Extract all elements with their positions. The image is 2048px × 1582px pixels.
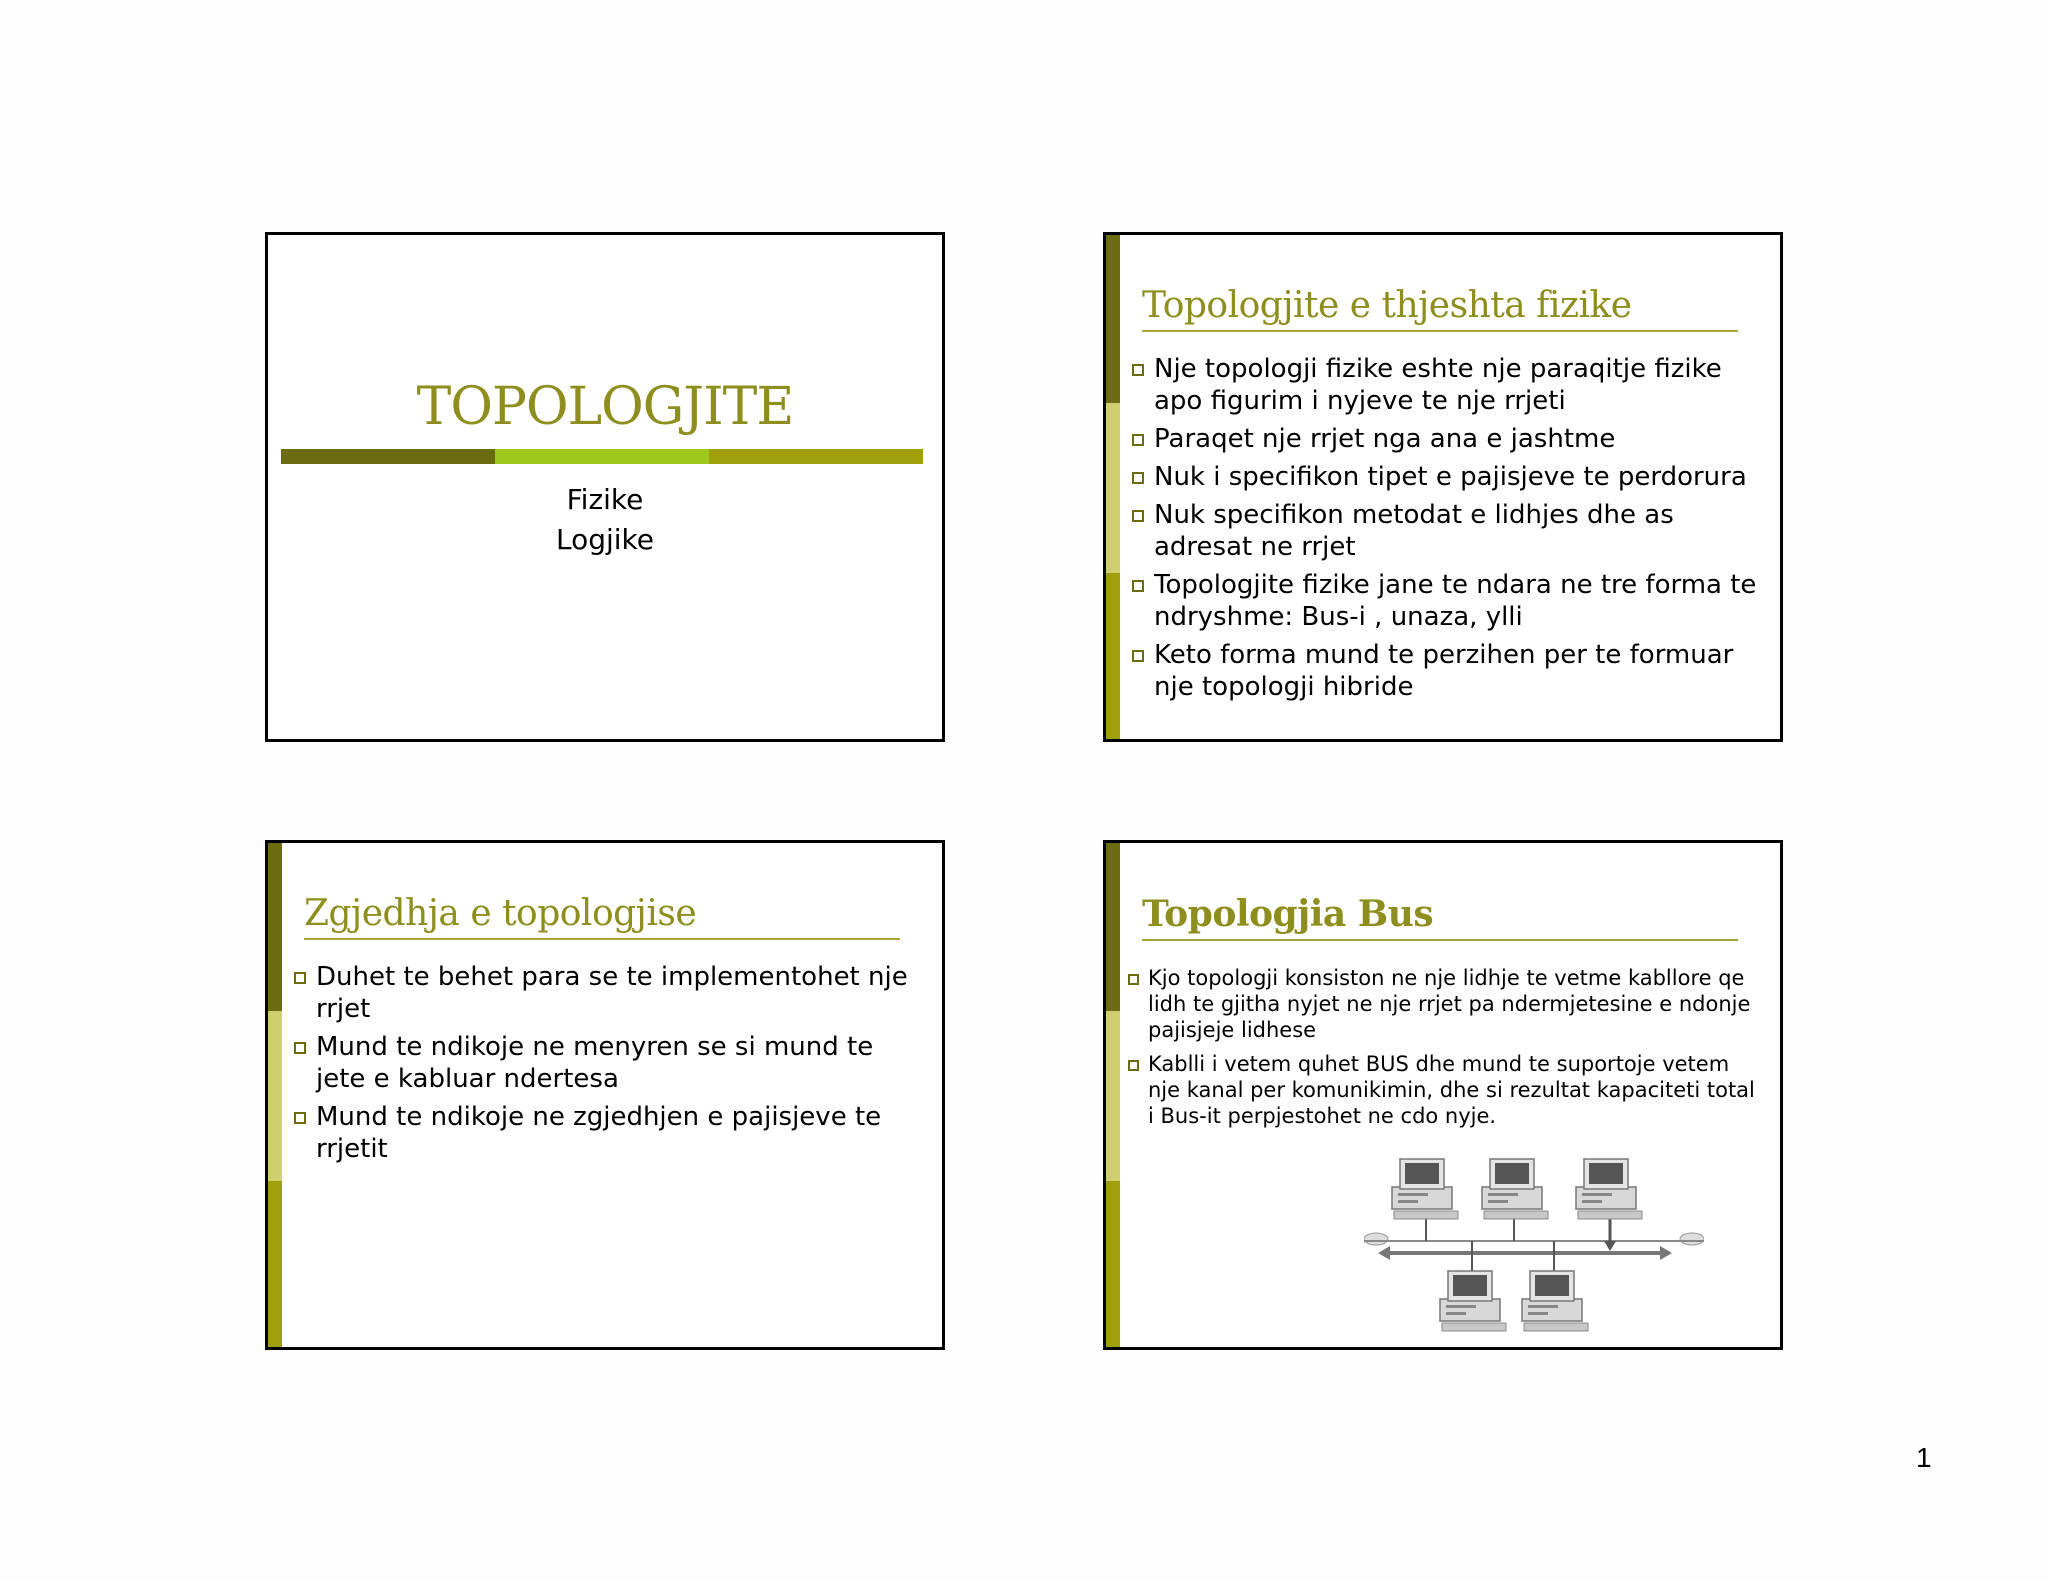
square-bullet-icon <box>294 972 306 984</box>
square-bullet-icon <box>1132 364 1144 376</box>
list-item: Mund te ndikoje ne zgjedhjen e pajisjeve te rrjetit <box>290 1101 928 1165</box>
computer-icon <box>1522 1271 1588 1331</box>
slide-title: TOPOLOGJITE <box>416 377 794 437</box>
slide-choosing-topology <box>265 840 945 1350</box>
list-item: Nje topologji fizike eshte nje paraqitje fizike apo figurim i nyjeve te nje rrjeti <box>1128 353 1766 417</box>
slide-title: Topologjia Bus <box>1142 893 1738 941</box>
square-bullet-icon <box>1132 472 1144 484</box>
slide-subtitle: Fizike <box>566 483 644 516</box>
square-bullet-icon <box>1132 650 1144 662</box>
list-item: Topologjite fizike jane te ndara ne tre forma te ndryshme: Bus-i , unaza, ylli <box>1128 569 1766 633</box>
list-item: Kjo topologji konsiston ne nje lidhje te vetme kabllore qe lidh te gjitha nyjet ne nje rrjet pa ndermjetesine e ndonje pajisjeje lidhese <box>1124 965 1766 1043</box>
list-item: Nuk specifikon metodat e lidhjes dhe as adresat ne rrjet <box>1128 499 1766 563</box>
list-item: Kablli i vetem quhet BUS dhe mund te suportoje vetem nje kanal per komunikimin, dhe si rezultat kapaciteti total i Bus-it perpjestohet ne cdo nyje. <box>1124 1051 1766 1129</box>
decorative-bar <box>281 449 923 464</box>
side-accent-bar <box>268 843 282 1347</box>
slide-physical-topologies <box>1103 232 1783 742</box>
square-bullet-icon <box>1128 1060 1139 1071</box>
bus-network-diagram <box>1364 1153 1704 1350</box>
bullet-list <box>290 961 928 1171</box>
list-item: Paraqet nje rrjet nga ana e jashtme <box>1128 423 1766 455</box>
list-item: Duhet te behet para se te implementohet nje rrjet <box>290 961 928 1025</box>
square-bullet-icon <box>1128 974 1139 985</box>
computer-icon <box>1482 1159 1548 1219</box>
computer-icon <box>1440 1271 1506 1331</box>
computer-icon <box>1576 1159 1642 1219</box>
computer-icon <box>1392 1159 1458 1219</box>
square-bullet-icon <box>1132 434 1144 446</box>
list-item: Mund te ndikoje ne menyren se si mund te jete e kabluar ndertesa <box>290 1031 928 1095</box>
side-accent-bar <box>1106 843 1120 1347</box>
slide-title: Topologjite e thjeshta fizike <box>1142 285 1738 332</box>
slide-bus-topology <box>1103 840 1783 1350</box>
bullet-list <box>1128 353 1766 709</box>
page-number: 1 <box>1916 1442 1932 1473</box>
bullet-list <box>1124 965 1766 1137</box>
side-accent-bar <box>1106 235 1120 739</box>
slide-subtitle: Logjike <box>555 523 654 556</box>
slide-title-page <box>265 232 945 742</box>
list-item: Keto forma mund te perzihen per te formuar nje topologji hibride <box>1128 639 1766 703</box>
list-item: Nuk i specifikon tipet e pajisjeve te perdorura <box>1128 461 1766 493</box>
square-bullet-icon <box>294 1042 306 1054</box>
slide-title: Zgjedhja e topologjise <box>304 893 900 940</box>
square-bullet-icon <box>1132 510 1144 522</box>
square-bullet-icon <box>1132 580 1144 592</box>
square-bullet-icon <box>294 1112 306 1124</box>
